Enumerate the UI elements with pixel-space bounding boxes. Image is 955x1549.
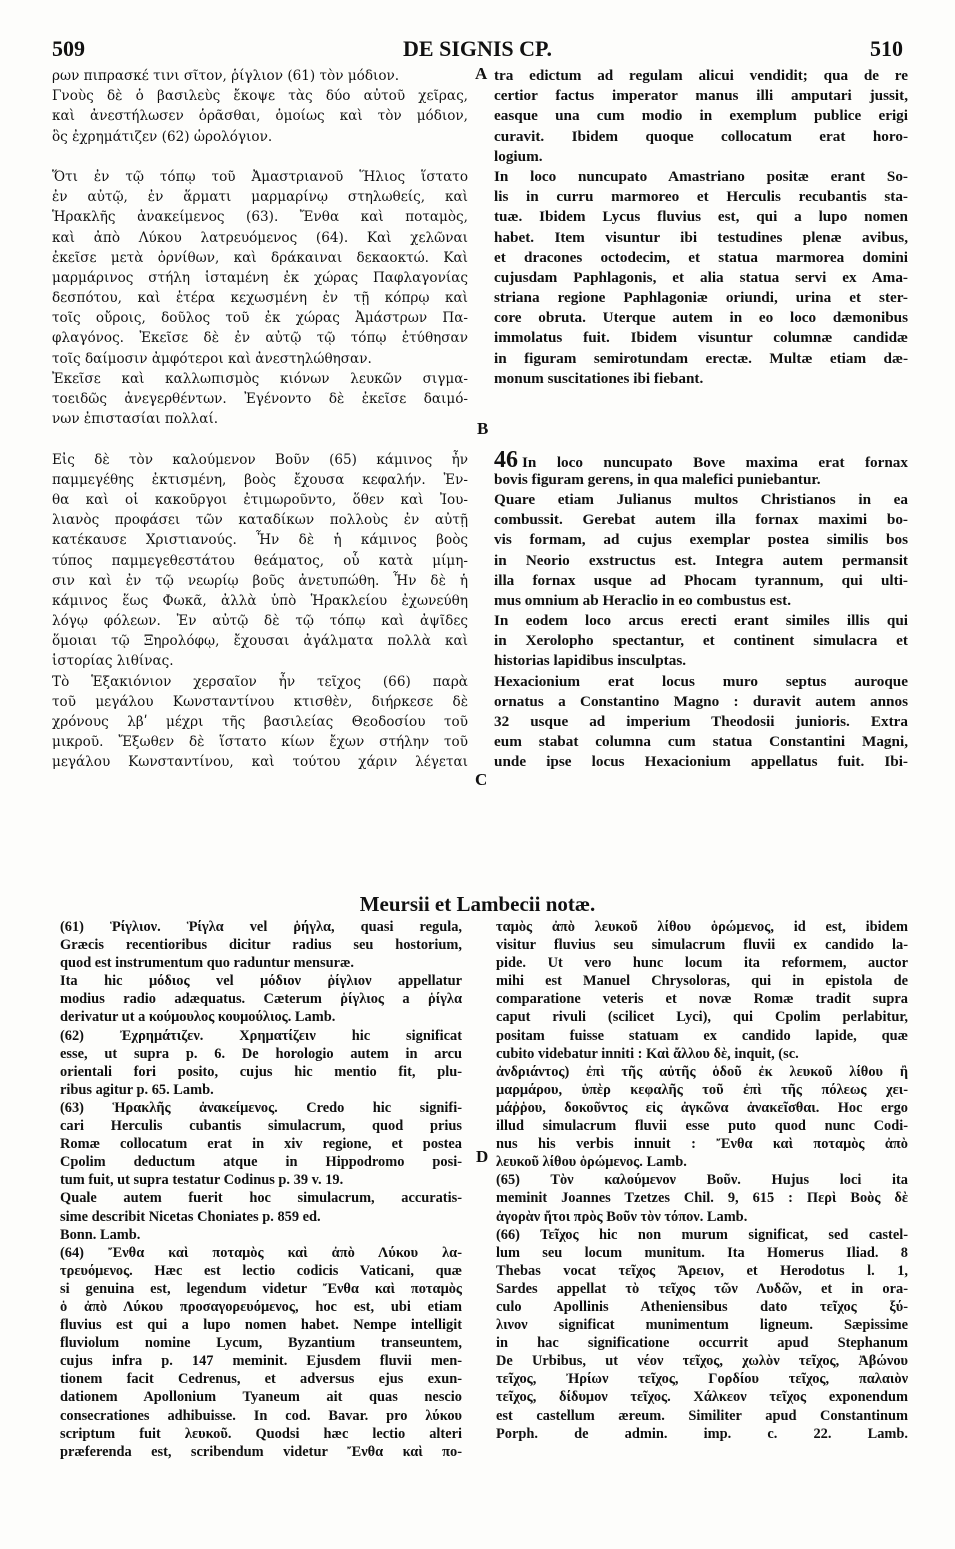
greek-text-line: νων ἐπιστασίαι πολλαί. [52,411,219,428]
note-line: cari Herculis cubantis simulacrum, quod prius [60,1118,462,1135]
latin-text-line: In eodem loco arcus erecti erant similes illis qui [494,612,908,630]
greek-text-line: Τὸ Ἑξακιόνιον χερσαῖον ἦν τεῖχος (66) παρὰ [52,673,468,690]
latin-text-line: ornatus a Constantino Magno : duravit autem annos [494,692,908,710]
latin-text-line: combussit. Gerebat autem illa fornax maximi bo- [494,511,908,529]
note-line: scriptum fuit λευκοῦ. Quodsi hæc lectio alteri [60,1425,462,1442]
note-line: Thebas vocat τεῖχος Ἄρειον, et Herodotus l. 1, [496,1262,908,1279]
note-line: Bonn. Lamb. [60,1226,141,1243]
note-line: positam fuisse statuam ex candido lapide, quæ [496,1027,908,1044]
greek-text-line [52,147,468,167]
note-line: derivatur ut a κούμουλος κουμούλιος. Lamb. [60,1009,336,1026]
note-line: Ita hic μόδιος vel μόδιον ῥίγλιον appellatur [60,973,462,990]
note-line: mihi est Manuel Chrysoloras, qui in epistola de [496,973,908,990]
latin-text-line: core obruta. Uterque autem in eo loco dæmonibus [494,309,908,327]
greek-text-line: χρόνους λβʹ μέχρι τῆς βασιλείας Θεοδοσίου τοῦ [52,714,468,730]
note-line: ταμὸς ἀπὸ λευκοῦ λίθου ὁρώμενος, id est, ibidem [496,919,908,935]
note-line: (62) Ἐχρημάτιζεν. Χρηματίζειν hic significat [60,1027,462,1044]
running-title: DE SIGNIS CP. [403,36,552,61]
greek-text-line: τοειδῶς ἀνεγερθέντων. Ἐγένοντο δὲ ἐκεῖσε δαιμό- [52,391,468,407]
latin-text-line: lis in curru marmoreo et Herculis recubantis sta- [494,188,908,206]
section-number: 46 [494,449,518,470]
note-line: tum fuit, ut supra testatur Codinus p. 39 v. 19. [60,1172,344,1189]
greek-text-line: μικροῦ. Ἔξωθεν δὲ ἵστατο κίων ἔχων στήλην τοῦ [52,734,468,751]
note-line: illud simulacrum fluvii esse puto quod nunc Codi- [496,1118,908,1135]
note-line: (63) Ἡρακλῆς ἀνακείμενος. Credo hic signifi- [60,1099,462,1116]
note-line: in hac significatione occurrit apud Stephanum [496,1335,908,1352]
greek-text-line: τύπος παμμεγεθεστάτου θεάματος, οὗ κατὰ μίμη- [52,552,468,569]
note-line: consecrationes adhibuisse. In cod. Bavar. pro λύκου [60,1407,462,1424]
greek-text-line: ρων πιπρασκέ τινι σῖτον, ῥίγλιον (61) τὸν μόδιον. [52,68,400,84]
greek-text-line: δεσπότου, καὶ ἑτέρα κεχωσμένη ἐν τῇ κόπρῳ καὶ [52,290,468,307]
latin-text-line: vis formam, ad cujus exemplar postea similis bos [494,531,908,549]
note-line: Quale autem fuerit hoc simulacrum, accuratis- [60,1190,462,1207]
greek-text-line: τοῦ μεγάλου Κωνσταντίνου κτισθὲν, διήρκεσε δὲ [52,693,468,710]
greek-text-line: φλαγόνος. Ἐκεῖσε δὲ ἐν αὐτῷ τῷ τόπῳ ἐτύθησαν [52,330,468,347]
note-line: præferenda est, scribendum videtur Ἔνθα καὶ πο- [60,1443,462,1460]
note-line: nus his verbis innuit : Ἔνθα καὶ ποταμὸς ἀπὸ [496,1136,908,1153]
greek-text-line: καὶ ἀνεστήλωσεν ὁρᾶσθαι, ὁμοίως καὶ τὸν μόδιον, [52,108,468,125]
page-number-right: 510 [870,36,903,61]
greek-text-line: καὶ ἀπὸ Λύκου λατρευόμενος (64). Καὶ χελῶναι [52,229,468,246]
note-line: (65) Τὸν καλούμενον Βοῦν. Hujus loci ita [496,1172,908,1189]
greek-text-line: ὅμοιαι τῷ Ξηρολόφῳ, ἔχουσαι ἀγάλματα πολλὰ καὶ [52,633,468,650]
latin-text-line: tuæ. Ibidem Lycus fluvius est, qui a lupo nomen [494,208,908,226]
note-line: lum seu locum munitum. Ita Homerus Iliad. 8 [496,1244,908,1261]
latin-text-line: in Xerolopho spectantur, et continent simulacra et [494,632,908,650]
greek-text-line: Εἰς δὲ τὸν καλούμενον Βοῦν (65) κάμινος ἦν [52,451,468,468]
note-line: meminit Joannes Tzetzes Chil. 9, 615 : Περὶ Βοὸς δὲ [496,1190,908,1207]
note-line: ὁ ἀπὸ Λύκου προσαγορευόμενος, hoc est, ubi etiam [60,1298,462,1315]
greek-text-line: Γνοὺς δὲ ὁ βασιλεὺς ἔκοψε τὰς δύο αὐτοῦ χεῖρας, [52,88,468,105]
greek-text-line: μαρμάρινος στήλη ἱσταμένη ἐκ χώρας Παφλαγονίας [52,269,468,286]
latin-text-line: cujusdam Paphlagonis, et alia statua servi ex Ama- [494,268,908,286]
note-line: esse, ut supra p. 6. De horologio autem in arcu [60,1045,462,1062]
note-line: pide. Ut vero hunc locum ita reformem, auctor [496,955,908,972]
note-line: tionem facit Cedrenus, et adversus ejus exun- [60,1371,462,1388]
note-line: sime describit Nicetas Choniates p. 859 ed. [60,1208,321,1225]
greek-text-line: λόγῳ φόλεων. Ἐν αὐτῷ δὲ τῷ τόπῳ καὶ ἀψῖδες [52,613,468,630]
greek-text-line: ἐν αὐτῷ, ἐν ἅρματι μαρμαρίνῳ στηλωθείς, καὶ [52,189,468,206]
latin-text-line: et dracones octodecim, et statua marmorea domini [494,248,908,266]
latin-text-span: In loco nuncupato Bove maxima erat fornax [522,453,908,470]
greek-text-line: Ἡρακλῆς ἀνακείμενος (63). Ἔνθα καὶ ποταμὸς, [52,209,468,226]
note-line: est castellum æreum. Similiter apud Constantinum [496,1407,908,1424]
note-line: cujus infra p. 147 meminit. Ejusdem fluvii men- [60,1353,462,1370]
note-line: fluviolum nomine Lycum, Byzantium transeuntem, [60,1335,462,1352]
note-line: orientali fori posito, cujus hic mentio fit, plu- [60,1063,462,1080]
note-line: (66) Τεῖχος hic non murum significat, sed castel- [496,1226,908,1243]
latin-text-line: illa fornax usque ad Phocam tyrannum, qui ulti- [494,571,908,589]
note-line: τρευόμενος. Hæc est lectio codicis Vaticani, quæ [60,1262,462,1279]
margin-marker-d: D [476,1147,489,1166]
latin-text-line [494,450,908,470]
greek-text-line: ὃς ἐχρημάτιζεν (62) ὡρολόγιον. [52,128,273,145]
latin-text-line: 32 usque ad imperium Theodosii junioris. Extra [494,713,908,730]
latin-text-line: in figuram semirotundam erectæ. Multæ etiam dæ- [494,349,908,367]
greek-text-line: τοῖς οὔροις, δοῦλος τοῦ ἐκ χώρας Ἀμάστρων Πα- [52,310,468,327]
greek-text-line: Ὅτι ἐν τῷ τόπῳ τοῦ Ἀμαστριανοῦ Ἥλιος ἵστατο [52,168,468,185]
latin-text-line: mus omnium ab Heraclio in eo combustus est. [494,591,792,609]
page-number-left: 509 [52,36,85,61]
note-line: si genuina est, legendum videtur Ἔνθα καὶ ποταμὸς [60,1280,462,1297]
note-line: λευκοῦ λίθου ὁρώμενος. Lamb. [496,1154,687,1171]
greek-text-line: λιανὸς προφάσει τῶν καταδίκων πολλοὺς ἐν αὐτῇ [52,512,468,529]
latin-text-line: habet. Item visuntur ibi testudines plenæ avibus, [494,228,908,246]
note-line: Græcis recentioribus dicitur radius seu hostorium, [60,937,462,954]
note-line: modius radio adæquatus. Cæterum ῥίγλιος a ῥίγλα [60,991,462,1008]
note-line: ribus agitur p. 65. Lamb. [60,1081,214,1098]
margin-marker-a: A [475,64,488,83]
note-line: (64) Ἔνθα καὶ ποταμὸς καὶ ἀπὸ Λύκου λα- [60,1244,462,1261]
latin-text-line: Quare etiam Julianus multos Christianos in ea [494,490,908,508]
notes-left-column [60,918,462,1461]
latin-text-line [494,409,908,429]
greek-text-line: ἱστορίας λιθίνας. [52,653,174,670]
note-line: visitur fluvius seu simulacrum fluvii ex candido la- [496,937,908,954]
note-line: ἀγορὰν ἤτοι πρὸς Βοῦν τὸν τόπον. Lamb. [496,1208,748,1225]
latin-text-line: curavit. Ibidem quoque collocatum erat horo- [494,127,908,145]
note-line: μαρμάρου, ὑπὲρ κεφαλῆς τοῦ ἐπὶ τῆς πόλεως χει- [496,1081,908,1098]
note-line: Sardes appellat τὸ τεῖχος τῶν Λυδῶν, et in ora- [496,1280,908,1297]
greek-text-line: θα καὶ οἱ κακοῦργοι ἐτιμωροῦντο, ὅθεν καὶ Ἰου- [52,491,468,508]
latin-text-line: In loco nuncupato Amastriano positæ erant So- [494,167,908,185]
note-line: dationem Apollonium Tyaneum ait quas nescio [60,1389,462,1406]
greek-text-line: τοῖς δαίμοσιν ἀμφότεροι καὶ ἀνεστηλώθησαν. [52,350,372,367]
note-line: τεῖχος, Ἠρίων τεῖχος, Γορδίου τεῖχος, παλαιὸν [496,1371,908,1388]
latin-text-line [494,429,908,449]
note-line: μάῤῥου, δοκοῦντος εἰς ἀγκῶνα ἀνακεῖσθαι. Hoc ergo [496,1099,908,1116]
note-line: Cpolim deductum atque in Hippodromo posi- [60,1154,462,1171]
note-line: quod est instrumentum quo raduntur mensuræ. [60,955,354,972]
note-line: Romæ collocatum erat in xiv regione, et postea [60,1136,462,1153]
note-line: comparatione veteris et novæ Romæ tradit supra [496,991,908,1008]
greek-text-line: κατέκαυσε Χριστιανούς. Ἦν δὲ ἡ κάμινος βοὸς [52,532,468,549]
note-line: cubito videbatur inniti : Καὶ ἄλλου δὲ, inquit, (sc. [496,1045,799,1062]
latin-text-line: in Neorio exstructus est. Integra autem permansit [494,551,908,569]
latin-text-line: eum stabat columna cum statua Constantini Magni, [494,733,908,751]
note-line: fluvius est qui a lupo nomen habet. Nempe intelligit [60,1317,462,1334]
note-line: De Urbibus, ut νέον τεῖχος, χωλὸν τεῖχος, Ἀβώνου [496,1353,908,1370]
latin-text-line: easque una cum modio in exemplum publice erigi [494,107,908,125]
notes-right-column [496,918,908,1443]
greek-text-line: κάμινος ἕως Φωκᾶ, ἀλλὰ ὑπὸ Ἡρακλείου ἐχωνεύθη [52,592,468,609]
latin-text-line: Hexacionium erat locus muro septus auroque [494,672,908,690]
note-line: τεῖχος, δίδυμον τεῖχος. Χάλκεον τεῖχος exponendum [496,1389,908,1406]
latin-text-line: certior factus imperator manus illi amputari jussit, [494,87,908,105]
latin-text-line [494,389,908,409]
note-line: caput rivuli (scilicet Lyci), qui Cpolim perlabitur, [496,1009,908,1026]
greek-text-line: μεγάλου Κωνσταντίνου, καὶ τούτου χάριν λέγεται [52,754,468,771]
note-line: (61) Ῥίγλιον. Ῥίγλα vel ῥήγλα, quasi regula, [60,919,462,935]
latin-text-line: monum suscitationes ibi fiebant. [494,369,704,387]
note-line: λινον significat munimentum ligneum. Sæpissime [496,1317,908,1334]
note-line: culo Apollinis Atheniensibus dato τεῖχος ξύ- [496,1298,908,1315]
latin-text-line: historias lapidibus insculptas. [494,652,687,670]
greek-text-line: Ἐκεῖσε καὶ καλλωπισμὸς κιόνων λευκῶν σιγμα- [52,370,468,387]
margin-marker-b: B [477,419,489,438]
greek-column [52,66,468,773]
margin-marker-c: C [475,770,488,789]
latin-text-line: bovis figuram gerens, in qua malefici puniebantur. [494,470,821,488]
latin-text-line: unde ipse locus Hexacionium appellatus fuit. Ibi- [494,753,908,771]
greek-text-line [52,429,468,449]
latin-text-line: striana regione Paphlagoniæ oriundi, urina et ster- [494,289,908,307]
greek-text-line: παμμεγέθης ἐκτισμένη, βοὸς ἔχουσα κεφαλήν. Ἐν- [52,471,468,488]
latin-text-line: immolatus fuit. Ibidem visuntur columnæ candidæ [494,329,908,347]
notes-title: Meursii et Lambecii notæ. [359,892,596,916]
note-line: ἀνδριάντος) ἐπὶ τῆς αὐτῆς ὁδοῦ ἐκ λευκοῦ λίθου ἢ [496,1063,908,1080]
latin-column [494,66,908,773]
note-line: Porph. de admin. imp. c. 22. Lamb. [496,1425,908,1442]
greek-text-line: σιν καὶ ἐν τῷ νεωρίῳ βοῦς ἀνετυπώθη. Ἦν δὲ ἡ [52,572,468,589]
latin-text-line: logium. [494,147,543,165]
latin-text-line: tra edictum ad regulam alicui vendidit; qua de re [494,67,908,84]
greek-text-line: ἐκεῖσε μετὰ ὀρνίθων, καὶ δράκαιναι δεκαοκτώ. Καὶ [52,249,468,266]
